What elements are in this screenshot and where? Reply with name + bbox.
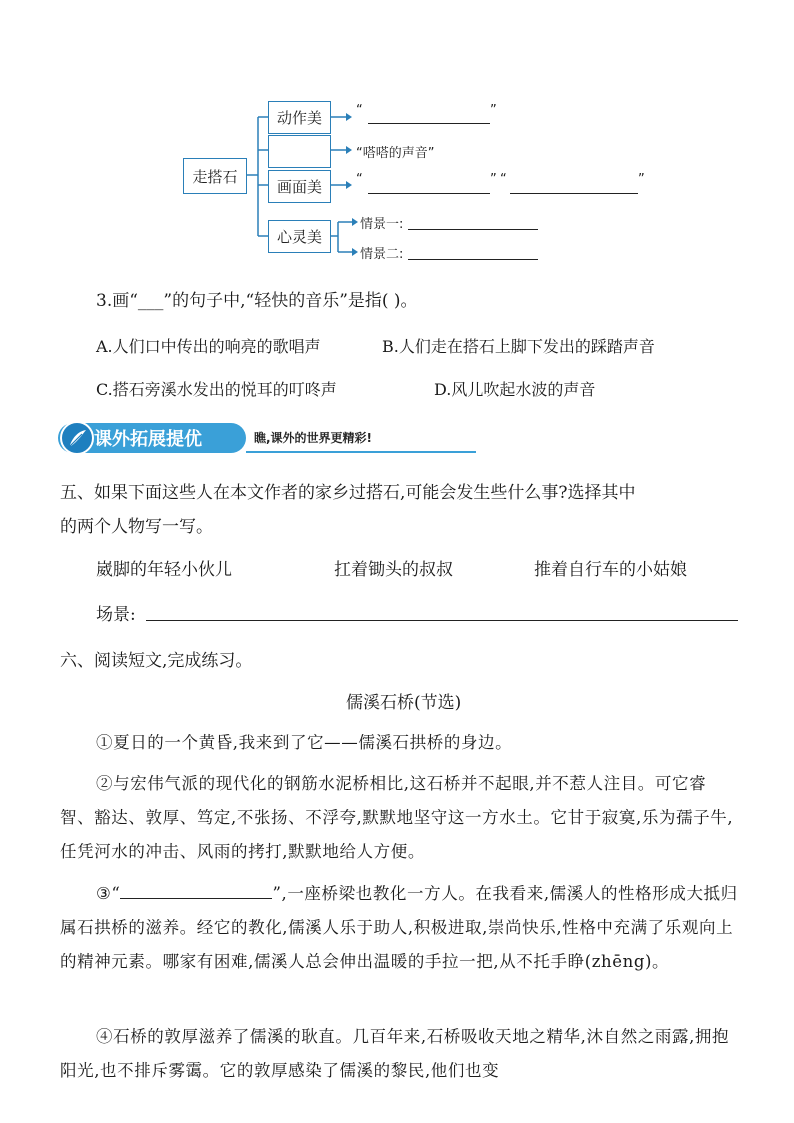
banner-subtitle: 瞧,课外的世界更精彩! (254, 431, 373, 445)
quote-close-3a: ” (490, 172, 497, 187)
passage-paragraph-4: ④石桥的敦厚滋养了儒溪的耿直。几百年来,石桥吸收天地之精华,沐自然之雨露,拥抱阳光,也不排斥雾霭。它的敦厚感染了儒溪的黎民,他们也变 (60, 1027, 730, 1080)
scene-answer-line[interactable] (146, 620, 738, 621)
passage-paragraph-1: ①夏日的一个黄昏,我来到了它——儒溪石拱桥的身边。 (96, 733, 513, 752)
answer-blank-heart-1[interactable] (408, 229, 538, 230)
branch-node-heart: 心灵美 (268, 220, 331, 253)
option-d[interactable]: D.风儿吹起水波的声音 (434, 380, 596, 399)
quote-open-3b: “ (500, 172, 507, 187)
feather-icon (60, 421, 94, 455)
answer-blank-scene-1[interactable] (368, 193, 490, 194)
option-a[interactable]: A.人们口中传出的响亮的歌唱声 (96, 337, 321, 356)
mind-map (0, 0, 794, 280)
scene-label: 场景: (96, 605, 136, 625)
paragraph-3-text: ”,一座桥梁也教化一方人。在我看来,儒溪人的性格形成大抵归属石拱桥的滋养。经它的教化,儒溪人乐于助人,积极进取,崇尚快乐,性格中充满了乐观向上的精神元素。哪家有困难,儒溪人总会伸出温暖的手拉一把,从不托手睁(zhēng)。 (60, 884, 738, 971)
branch-node-action: 动作美 (268, 101, 331, 134)
scene-label-2: 情景二: (360, 247, 404, 262)
root-node: 走搭石 (183, 158, 247, 194)
answer-blank-heart-2[interactable] (408, 259, 538, 260)
person-2: 扛着锄头的叔叔 (334, 560, 453, 580)
branch-node-blank[interactable] (268, 135, 331, 168)
branch-content-sound: “嗒嗒的声音” (356, 146, 435, 161)
quote-open-3a: “ (356, 172, 363, 187)
question-6: 六、阅读短文,完成练习。 (60, 651, 253, 671)
branch-node-scene: 画面美 (268, 170, 331, 203)
paragraph-3-number: ③“ (96, 884, 121, 903)
scene-label-1: 情景一: (360, 217, 404, 232)
quote-open-1: “ (356, 103, 363, 118)
banner-title: 课外拓展提优 (58, 423, 246, 453)
person-1: 崴脚的年轻小伙儿 (96, 560, 232, 580)
passage-paragraph-2: ②与宏伟气派的现代化的钢筋水泥桥相比,这石桥并不起眼,并不惹人注目。可它睿智、豁达、敦厚、笃定,不张扬、不浮夸,默默地坚守这一方水土。它甘于寂寞,乐为孺子牛,任凭河水的冲击、风雨的拷打,默默地给人方便。 (60, 774, 734, 861)
option-c[interactable]: C.搭石旁溪水发出的悦耳的叮咚声 (96, 380, 337, 399)
answer-blank-action[interactable] (368, 123, 490, 124)
question-3: 3.画“___”的句子中,“轻快的音乐”是指( )。 (96, 291, 418, 311)
passage-title: 儒溪石桥(节选) (346, 693, 462, 713)
passage-paragraph-3 (60, 877, 740, 979)
section-banner (58, 421, 658, 455)
answer-blank-scene-2[interactable] (510, 193, 638, 194)
option-b[interactable]: B.人们走在搭石上脚下发出的踩踏声音 (382, 337, 655, 356)
question-5-line-2: 的两个人物写一写。 (60, 517, 213, 537)
mind-map-connectors (0, 0, 794, 280)
banner-rule (246, 451, 476, 453)
quote-close-3b: ” (638, 172, 645, 187)
question-5-line-1: 五、如果下面这些人在本文作者的家乡过搭石,可能会发生些什么事?选择其中 (60, 483, 636, 503)
person-3: 推着自行车的小姑娘 (534, 560, 687, 580)
answer-blank-paragraph-3[interactable] (120, 882, 272, 899)
quote-close-1: ” (490, 103, 497, 118)
